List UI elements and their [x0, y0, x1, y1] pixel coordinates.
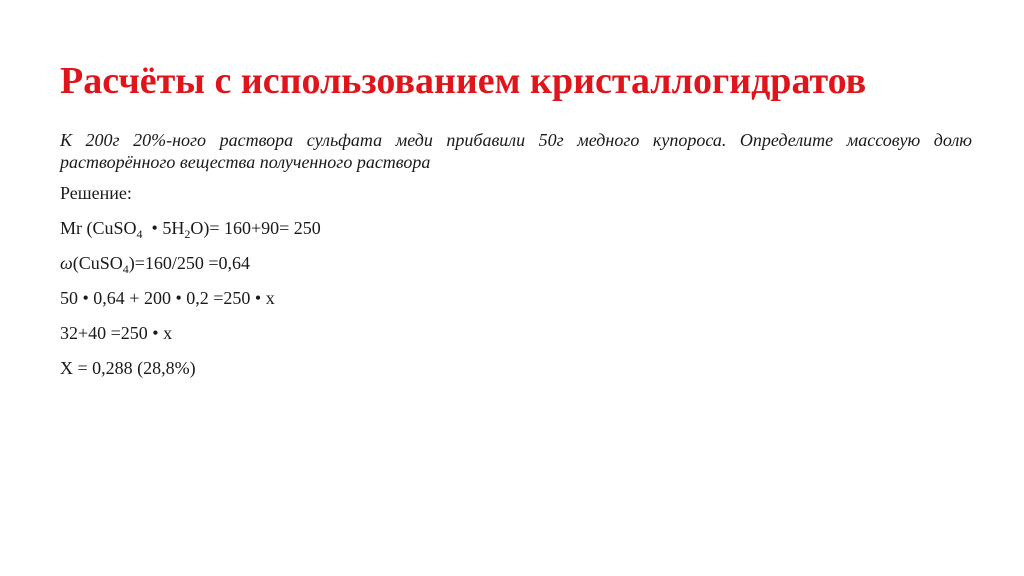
slide-content: [60, 129, 972, 392]
molar-mass-part-b: • 5H: [142, 218, 185, 238]
equation-line-1: 50 • 0,64 + 200 • 0,2 =250 • x: [60, 288, 275, 308]
mass-fraction-sub-4: 4: [122, 262, 129, 276]
molar-mass-sub-4: 4: [136, 227, 143, 241]
equation-line-2: 32+40 =250 • x: [60, 323, 173, 343]
molar-mass-line: [60, 217, 972, 239]
problem-statement: К 200г 20%-ного раствора сульфата меди прибавили 50г медного купороса. Определите массовую долю растворённого вещества полученного раствора: [60, 130, 972, 172]
molar-mass-part-a: Mr (CuSO: [60, 218, 137, 238]
mass-fraction-part-a: (CuSO: [72, 253, 123, 273]
mass-fraction-line: [60, 252, 972, 274]
molar-mass-part-c: O)= 160+90= 250: [190, 218, 321, 238]
answer-line: X = 0,288 (28,8%): [60, 358, 196, 378]
omega-symbol: ω: [60, 253, 73, 273]
slide-title: Расчёты с использованием кристаллогидратов: [60, 60, 867, 102]
molar-mass-sub-2: 2: [184, 227, 191, 241]
solution-label: Решение:: [60, 183, 132, 203]
mass-fraction-part-b: )=160/250 =0,64: [128, 253, 251, 273]
